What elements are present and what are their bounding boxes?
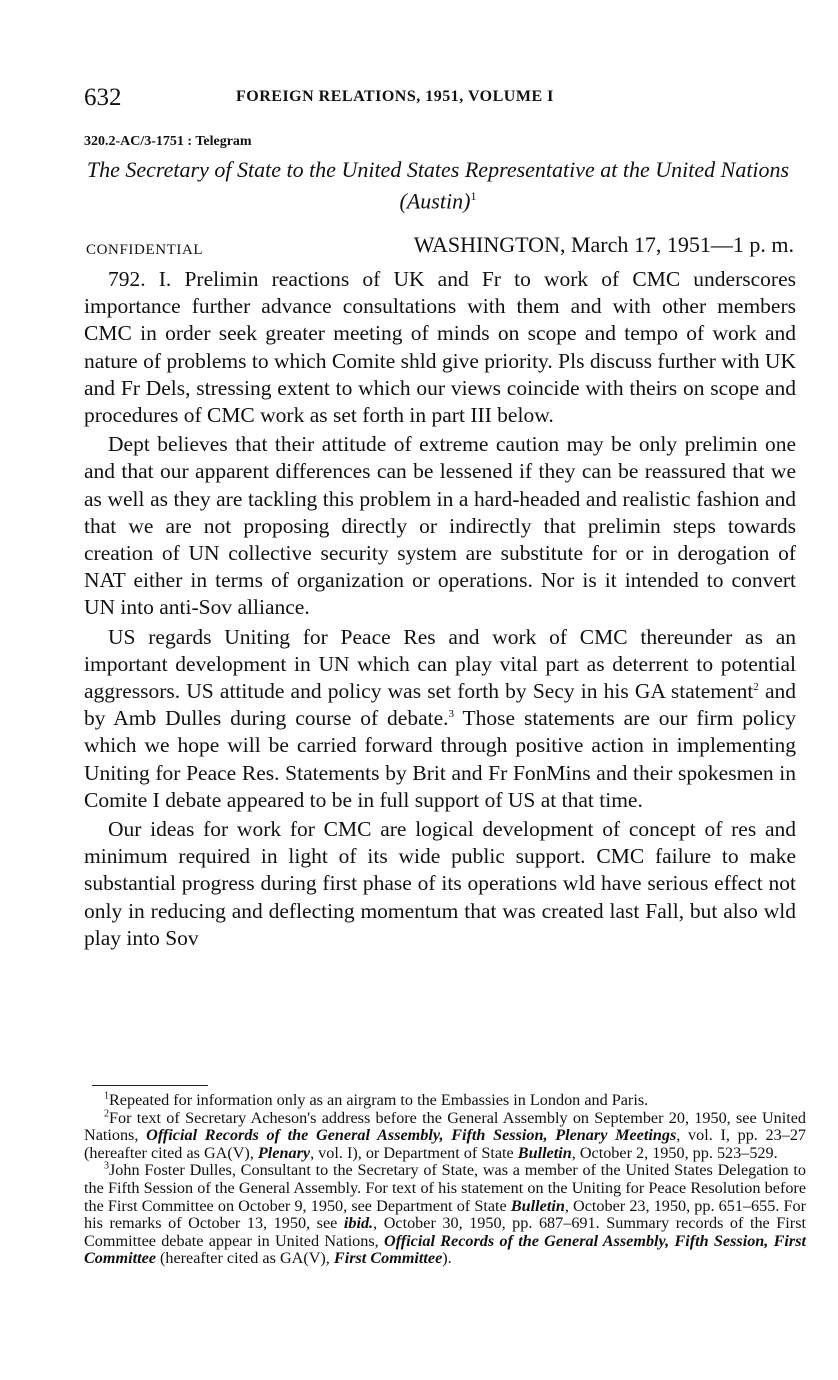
paragraph-3-text-b: and by Amb Dulles during course of debate. [84, 679, 796, 731]
footnote-1-mark: 1 [104, 1090, 109, 1102]
running-title: FOREIGN RELATIONS, 1951, VOLUME I [236, 88, 554, 105]
footnote-3-mark: 3 [104, 1160, 109, 1172]
footnote-ref-2: 2 [753, 680, 759, 693]
footnote-3-text: ). [442, 1249, 452, 1268]
footnote-2-citation: Plenary [257, 1143, 311, 1162]
paragraph-3 [84, 624, 796, 814]
paragraph-2: Dept believes that their attitude of extreme caution may be only prelimin one and that our apparent differences can be lessened if they can be reassured that we as well as they are tackling this problem in a hard-headed and realistic fashion and that we are not proposing directly or indirectly that prelimin steps towards creation of UN collective security system are substitute for or in derogation of NAT either in terms of organization or operations. Nor is it intended to convert UN into anti-Sov alliance. [84, 432, 796, 620]
footnote-1 [84, 1092, 806, 1110]
footnote-ref-3: 3 [448, 708, 454, 721]
telegram-body [84, 266, 796, 954]
footnote-2 [84, 1110, 806, 1163]
footnote-divider [92, 1085, 208, 1086]
footnote-3-citation: Bulletin [510, 1196, 565, 1215]
date-place: WASHINGTON, March 17, 1951—1 p. m. [413, 232, 794, 257]
footnote-1-text: Repeated for information only as an airgram to the Embassies in London and Paris. [109, 1091, 649, 1109]
footnote-3-citation: First Committee [333, 1249, 443, 1268]
document-title-text: The Secretary of State to the United States Representative at the United Nations (Austin) [86, 157, 790, 214]
footnote-2-text: , vol. I, pp. 23–27 (hereafter cited as GA(V), [84, 1126, 807, 1162]
document-title [82, 156, 794, 214]
footnote-2-text: , October 2, 1950, pp. 523–529. [571, 1143, 778, 1162]
dateline [84, 232, 794, 262]
footnote-2-text: For text of Secretary Acheson's address before the General Assembly on September 20, 1950, see United Nations, [84, 1108, 806, 1145]
footnote-3-text: (hereafter cited as GA(V), [155, 1249, 334, 1268]
footnote-2-mark: 2 [104, 1108, 109, 1120]
footnote-3-text: , October 23, 1950, pp. 651–655. For his remarks of October 13, 1950, see [84, 1196, 806, 1233]
footnote-3-text: John Foster Dulles, Consultant to the Secretary of State, was a member of the United States Delegation to the Fifth Session of the General Assembly. For text of his statement on the Uniting for Peace Resolution before the First Committee on October 9, 1950, see Department of State [84, 1161, 806, 1215]
footnote-3-text: , October 30, 1950, pp. 687–691. Summary records of the First Committee debate appear in United Nations, [84, 1214, 806, 1250]
running-head [84, 84, 804, 118]
classification: CONFIDENTIAL [86, 242, 204, 258]
footnote-ref-1: 1 [470, 189, 477, 203]
page-number: 632 [84, 84, 122, 111]
paragraph-3-text-a: US regards Uniting for Peace Res and work of CMC thereunder as an important development in UN which can play vital part as deterrent to potential aggressors. US attitude and policy was set forth by Secy in his GA statement [84, 624, 796, 704]
footnote-3 [84, 1162, 806, 1268]
file-reference: 320.2-AC/3-1751 : Telegram [84, 134, 252, 149]
paragraph-3-text-c: Those statements are our firm policy which we hope will be carried forward through positive action in implementing Uniting for Peace Res. Statements by Brit and Fr FonMins and their spokesmen in Comite I debate appeared to be in full support of US at that time. [84, 706, 796, 812]
footnote-3-citation: Official Records of the General Assembly, Fifth Session, First Committee [84, 1231, 806, 1268]
footnote-2-text: , vol. I), or Department of State [310, 1143, 518, 1162]
paragraph-1: 792. I. Prelimin reactions of UK and Fr to work of CMC underscores importance further advance consultations with them and with other members CMC in order seek greater meeting of minds on scope and tempo of work and nature of problems to which Comite shld give priority. Pls discuss further with UK and Fr Dels, stressing extent to which our views coincide with theirs on scope and procedures of CMC work as set forth in part III below. [84, 267, 796, 428]
footnotes [84, 1092, 806, 1268]
footnote-2-citation: Bulletin [517, 1143, 572, 1162]
footnote-2-citation: Official Records of the General Assembly, Fifth Session, Plenary Meetings [146, 1126, 677, 1145]
footnote-3-citation: ibid. [343, 1214, 374, 1233]
paragraph-4: Our ideas for work for CMC are logical development of concept of res and minimum required in light of its wide public support. CMC failure to make substantial progress during first phase of its operations wld have serious effect not only in reducing and deflecting momentum that was created last Fall, but also wld play into Sov [84, 817, 796, 950]
